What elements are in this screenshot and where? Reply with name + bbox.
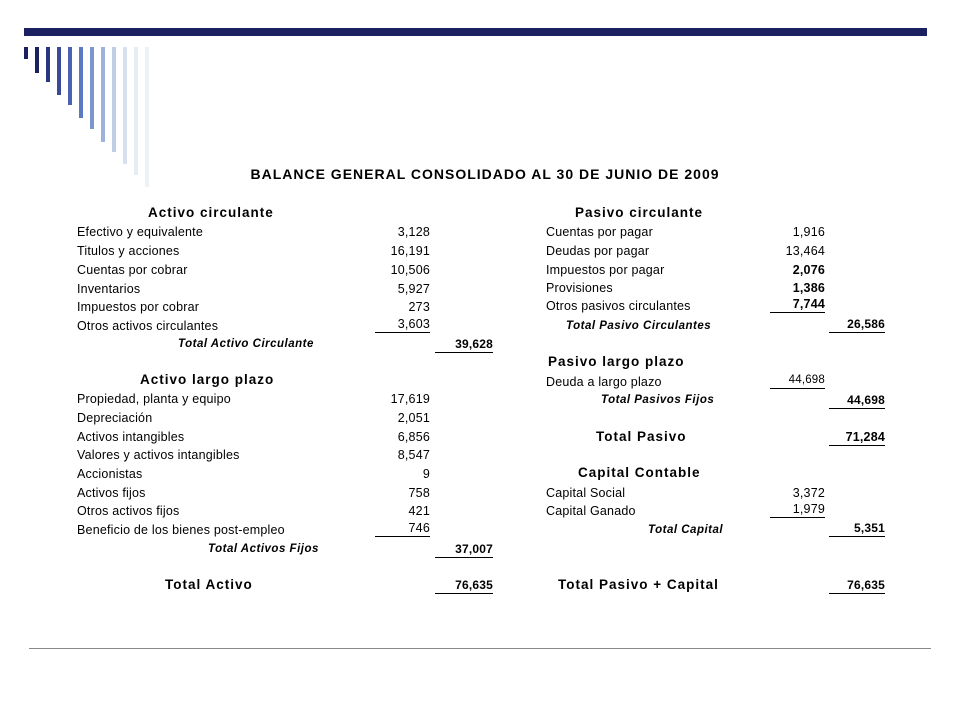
- accent-bar: [57, 47, 61, 95]
- equity-value: 3,372: [792, 486, 825, 500]
- capital-contable-heading: Capital Contable: [578, 465, 701, 480]
- liability-label: Impuestos por pagar: [546, 263, 665, 277]
- asset-value: 758: [408, 486, 430, 500]
- asset-value: 746: [375, 520, 430, 537]
- asset-value: 8,547: [397, 448, 430, 462]
- asset-label: Titulos y acciones: [77, 244, 180, 258]
- liability-value: 44,698: [770, 372, 825, 389]
- pasivo-largo-plazo-heading: Pasivo largo plazo: [548, 354, 685, 369]
- liability-value: 13,464: [785, 244, 825, 258]
- liability-label: Provisiones: [546, 281, 613, 295]
- accent-bar: [35, 47, 39, 73]
- total-pasivo-value: 71,284: [829, 429, 885, 446]
- liability-label: Deudas por pagar: [546, 244, 650, 258]
- accent-bar: [134, 47, 138, 175]
- asset-value: 10,506: [390, 263, 430, 277]
- equity-label: Capital Ganado: [546, 504, 636, 518]
- asset-label: Otros activos circulantes: [77, 319, 219, 333]
- total-activos-fijos-value: 37,007: [435, 541, 493, 558]
- asset-label: Impuestos por cobrar: [77, 300, 200, 314]
- accent-bar: [46, 47, 50, 82]
- asset-label: Propiedad, planta y equipo: [77, 392, 231, 406]
- asset-value: 5,927: [397, 282, 430, 296]
- accent-bar: [90, 47, 94, 129]
- total-pasivo-capital-value: 76,635: [829, 577, 885, 594]
- asset-value: 17,619: [390, 392, 430, 406]
- asset-value: 2,051: [397, 411, 430, 425]
- equity-value: 1,979: [770, 501, 825, 518]
- activo-largo-plazo-heading: Activo largo plazo: [140, 372, 275, 387]
- total-pasivo-circulantes-value: 26,586: [829, 316, 885, 333]
- top-accent-bar: [24, 28, 927, 36]
- accent-bar: [79, 47, 83, 118]
- liability-label: Otros pasivos circulantes: [546, 299, 691, 313]
- bottom-divider: [29, 648, 931, 649]
- asset-label: Otros activos fijos: [77, 504, 180, 518]
- asset-label: Accionistas: [77, 467, 143, 481]
- asset-value: 9: [422, 467, 430, 481]
- asset-value: 273: [408, 300, 430, 314]
- total-activo-circulante-value: 39,628: [435, 336, 493, 353]
- asset-label: Beneficio de los bienes post-empleo: [77, 523, 285, 537]
- accent-bar: [112, 47, 116, 152]
- accent-bar: [101, 47, 105, 142]
- liability-value: 1,386: [792, 281, 825, 295]
- total-capital-value: 5,351: [829, 520, 885, 537]
- total-pasivo-capital-label: Total Pasivo + Capital: [558, 577, 719, 592]
- asset-label: Cuentas por cobrar: [77, 263, 188, 277]
- total-pasivos-fijos-value: 44,698: [829, 392, 885, 409]
- accent-bar: [24, 47, 28, 59]
- liability-value: 2,076: [792, 263, 825, 277]
- asset-value: 3,128: [397, 225, 430, 239]
- total-pasivo-circulantes-label: Total Pasivo Circulantes: [566, 320, 712, 332]
- total-activo-circulante-label: Total Activo Circulante: [178, 338, 314, 350]
- total-pasivo-label: Total Pasivo: [596, 429, 687, 444]
- asset-value: 6,856: [397, 430, 430, 444]
- page-title: BALANCE GENERAL CONSOLIDADO AL 30 DE JUNIO DE 2009: [250, 166, 720, 182]
- asset-label: Valores y activos intangibles: [77, 448, 240, 462]
- asset-label: Efectivo y equivalente: [77, 225, 204, 239]
- liability-value: 1,916: [792, 225, 825, 239]
- activo-circulante-heading: Activo circulante: [148, 205, 274, 220]
- asset-value: 16,191: [390, 244, 430, 258]
- asset-value: 3,603: [375, 316, 430, 333]
- accent-bar: [123, 47, 127, 164]
- total-activo-label: Total Activo: [165, 577, 253, 592]
- total-activos-fijos-label: Total Activos Fijos: [208, 543, 319, 555]
- total-capital-label: Total Capital: [648, 524, 724, 536]
- liability-label: Cuentas por pagar: [546, 225, 653, 239]
- equity-label: Capital Social: [546, 486, 626, 500]
- asset-label: Depreciación: [77, 411, 153, 425]
- total-activo-value: 76,635: [435, 577, 493, 594]
- liability-value: 7,744: [770, 296, 825, 313]
- total-pasivos-fijos-label: Total Pasivos Fijos: [601, 394, 715, 406]
- asset-label: Activos fijos: [77, 486, 146, 500]
- asset-label: Activos intangibles: [77, 430, 185, 444]
- pasivo-circulante-heading: Pasivo circulante: [575, 205, 704, 220]
- asset-value: 421: [408, 504, 430, 518]
- asset-label: Inventarios: [77, 282, 141, 296]
- accent-bar: [68, 47, 72, 105]
- liability-label: Deuda a largo plazo: [546, 375, 662, 389]
